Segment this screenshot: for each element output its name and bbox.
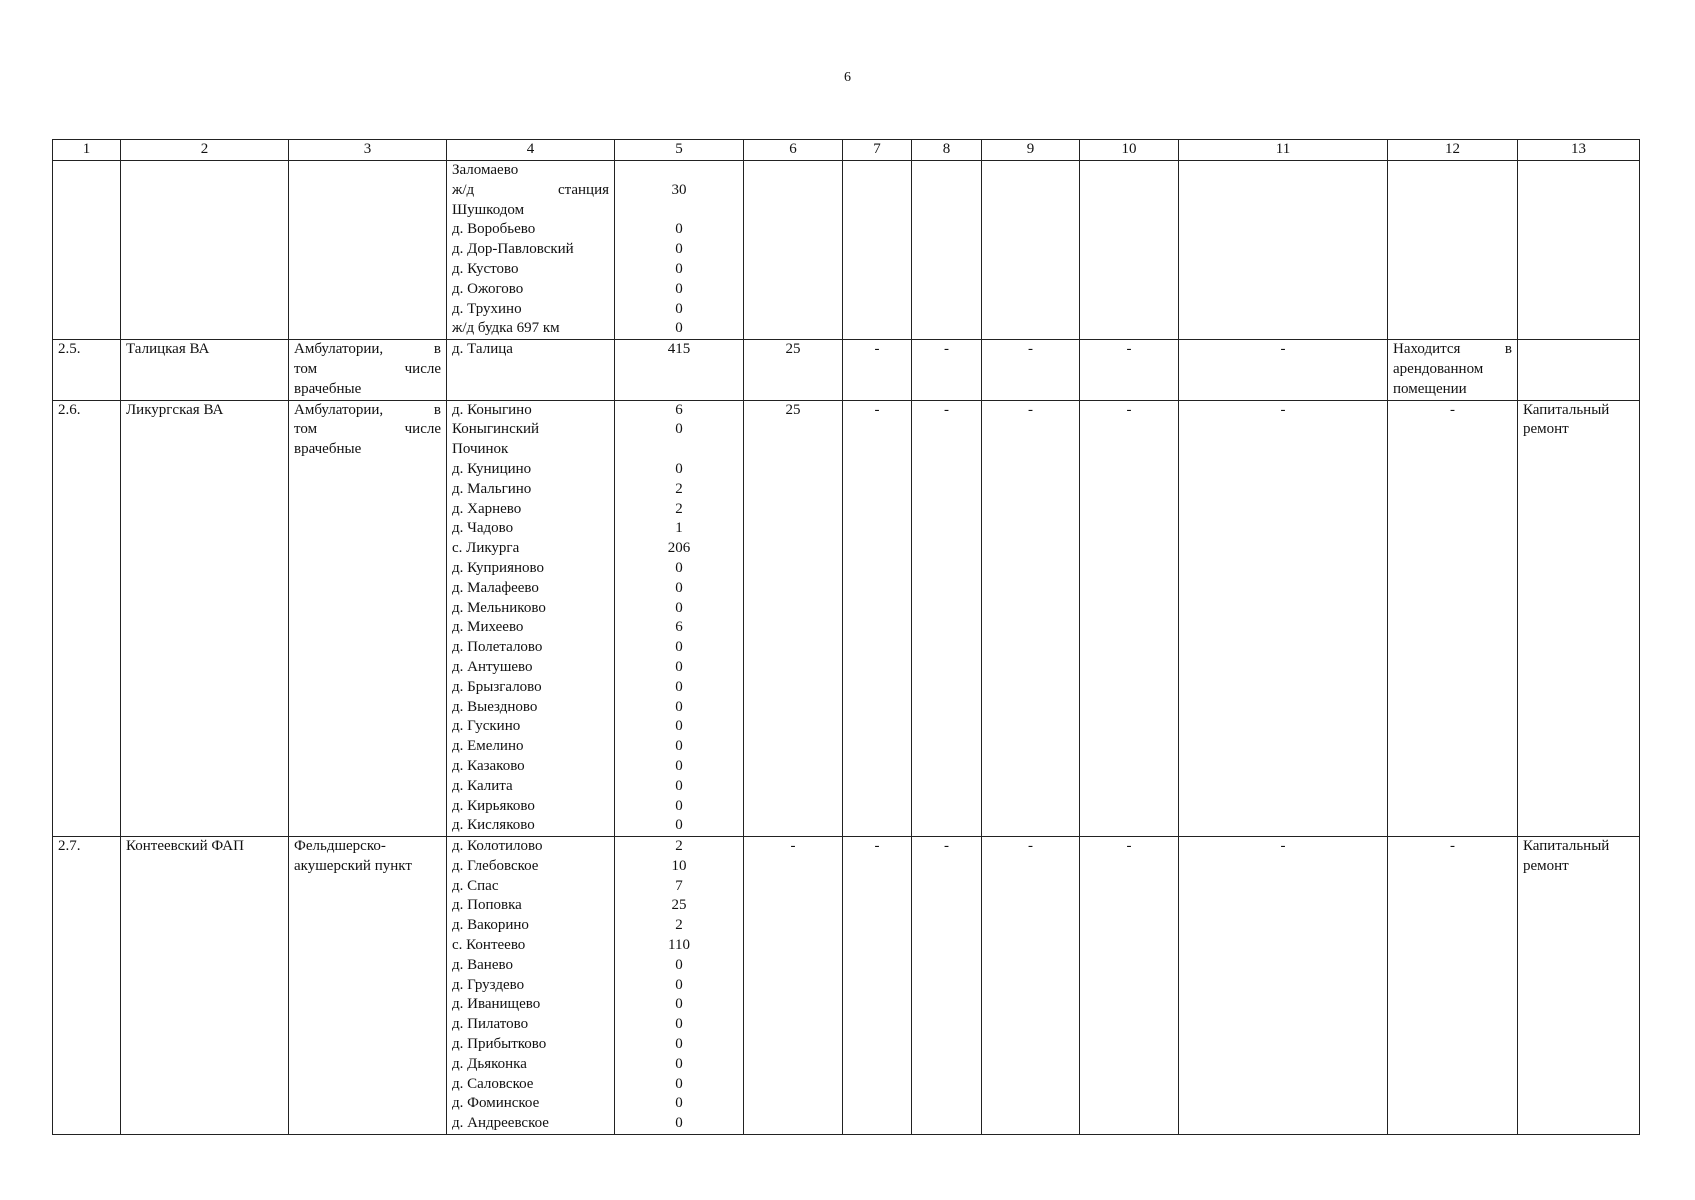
settlement-name: д. Груздево	[452, 976, 525, 993]
settlement-value: 0	[675, 976, 683, 993]
facilities-table	[52, 139, 1640, 1135]
column-header: 11	[1179, 140, 1388, 161]
settlement-name: д. Иванищево	[452, 996, 541, 1013]
settlement-name: д. Мельниково	[452, 599, 546, 616]
settlement-value: 0	[675, 300, 683, 317]
col-7: -	[843, 340, 912, 400]
settlement-value: 2	[675, 480, 683, 497]
settlement-value	[620, 201, 738, 221]
population-values	[615, 400, 744, 837]
settlement-value: 0	[675, 241, 683, 258]
population-values	[615, 340, 744, 400]
col-11	[1179, 161, 1388, 340]
settlement-value: 0	[675, 678, 683, 695]
settlement-value: 110	[668, 937, 690, 954]
population-values	[615, 837, 744, 1135]
row-number: 2.7.	[53, 837, 121, 1135]
col-7: -	[843, 837, 912, 1135]
settlement-value: 2	[675, 917, 683, 934]
settlement-value	[620, 440, 738, 460]
col-12: Находится в арендованном помещении	[1388, 340, 1518, 400]
row-number	[53, 161, 121, 340]
facility-name: Ликургская ВА	[121, 400, 289, 837]
population-values	[615, 161, 744, 340]
settlement-name: д. Глебовское	[452, 857, 539, 874]
settlement-value: 2	[675, 838, 683, 855]
settlements	[447, 161, 615, 340]
settlement-value: 0	[675, 280, 683, 297]
settlement-value: 7	[675, 877, 683, 894]
settlement-value: 0	[675, 221, 683, 238]
col-13	[1518, 161, 1640, 340]
settlement-value: 0	[675, 757, 683, 774]
settlement-value: 0	[675, 996, 683, 1013]
col-9: -	[982, 400, 1080, 837]
facility-type-line: Амбулатории, в	[294, 341, 441, 358]
settlement-value: 0	[675, 1115, 683, 1132]
settlement-name: с. Контеево	[452, 937, 526, 954]
settlement-name: Починок	[452, 441, 509, 458]
column-header: 12	[1388, 140, 1518, 161]
facility-type-line: том числе	[294, 360, 441, 377]
facility-type-line: Амбулатории, в	[294, 401, 441, 418]
settlement-name: д. Пилатово	[452, 1016, 529, 1033]
settlement-value: 2	[675, 500, 683, 517]
header-row	[53, 140, 1640, 161]
settlement-name: ж/д станция	[452, 181, 609, 198]
table-row	[53, 340, 1640, 400]
column-header: 2	[121, 140, 289, 161]
settlement-name: д. Поповка	[452, 897, 522, 914]
facility-type	[289, 340, 447, 400]
settlement-name: д. Кирьяково	[452, 797, 535, 814]
settlement-value: 0	[675, 698, 683, 715]
settlement-value: 0	[675, 1075, 683, 1092]
settlement-value: 0	[675, 559, 683, 576]
facility-type-line: акушерский пункт	[294, 857, 412, 874]
col-7	[843, 161, 912, 340]
settlement-value: 0	[675, 817, 683, 834]
settlement-name: д. Воробьево	[452, 221, 536, 238]
facility-type-line: врачебные	[294, 441, 362, 458]
col-8: -	[912, 340, 982, 400]
column-header: 6	[744, 140, 843, 161]
col-8: -	[912, 400, 982, 837]
settlement-name: д. Куницино	[452, 460, 532, 477]
settlement-name: д. Колотилово	[452, 838, 543, 855]
facility-type	[289, 400, 447, 837]
settlement-name: д. Ожогово	[452, 280, 524, 297]
settlement-value: 1	[675, 520, 683, 537]
col-13: Капитальный ремонт	[1518, 400, 1640, 837]
facility-type	[289, 837, 447, 1135]
settlement-name: д. Гускино	[452, 718, 521, 735]
settlements	[447, 837, 615, 1135]
settlement-name: д. Фоминское	[452, 1095, 540, 1112]
settlement-name: Заломаево	[452, 162, 519, 178]
settlement-name: д. Емелино	[452, 738, 524, 755]
settlement-name: д. Михеево	[452, 619, 524, 636]
settlement-name: д. Мальгино	[452, 480, 532, 497]
settlement-value: 0	[675, 718, 683, 735]
col-9: -	[982, 837, 1080, 1135]
settlement-name: д. Полеталово	[452, 639, 543, 656]
settlement-name: д. Брызгалово	[452, 678, 542, 695]
col-6: 25	[744, 400, 843, 837]
column-header: 13	[1518, 140, 1640, 161]
table-row	[53, 400, 1640, 837]
settlement-name: д. Дьяконка	[452, 1055, 527, 1072]
facility-type-line: врачебные	[294, 380, 362, 397]
settlement-name: д. Харнево	[452, 500, 522, 517]
col-8: -	[912, 837, 982, 1135]
facility-type	[289, 161, 447, 340]
col-12: -	[1388, 837, 1518, 1135]
settlement-value: 0	[675, 460, 683, 477]
settlement-value: 0	[675, 639, 683, 656]
col-10: -	[1080, 340, 1179, 400]
settlement-value: 0	[675, 738, 683, 755]
settlement-value: 0	[675, 777, 683, 794]
col-10: -	[1080, 837, 1179, 1135]
settlement-name: ж/д будка 697 км	[452, 320, 560, 337]
column-header: 8	[912, 140, 982, 161]
col-10: -	[1080, 400, 1179, 837]
column-header: 3	[289, 140, 447, 161]
settlement-value: 0	[675, 797, 683, 814]
settlement-name: д. Андреевское	[452, 1115, 549, 1132]
row-number: 2.6.	[53, 400, 121, 837]
settlement-name: д. Калита	[452, 777, 513, 794]
col-12	[1388, 161, 1518, 340]
settlement-value: 10	[671, 857, 687, 874]
column-header: 4	[447, 140, 615, 161]
col-6: 25	[744, 340, 843, 400]
settlement-name: д. Коныгино	[452, 401, 532, 418]
settlement-value: 0	[675, 599, 683, 616]
settlement-value: 30	[671, 181, 687, 198]
col-13: Капитальный ремонт	[1518, 837, 1640, 1135]
settlement-name: д. Казаково	[452, 757, 525, 774]
settlement-value: 6	[675, 619, 683, 636]
settlement-value: 206	[667, 540, 691, 557]
settlement-name: д. Кустово	[452, 260, 519, 277]
settlements	[447, 400, 615, 837]
settlement-value: 0	[675, 260, 683, 277]
settlement-value: 6	[675, 401, 683, 418]
facility-type-line: Фельдшерско-	[294, 838, 386, 855]
col-6	[744, 161, 843, 340]
col-9: -	[982, 340, 1080, 400]
settlement-name: д. Антушево	[452, 658, 533, 675]
settlement-name: д. Трухино	[452, 300, 522, 317]
settlement-value	[620, 161, 738, 181]
settlement-value: 0	[675, 1016, 683, 1033]
settlement-value: 0	[675, 1036, 683, 1053]
column-header: 5	[615, 140, 744, 161]
settlement-name: д. Саловское	[452, 1075, 534, 1092]
settlement-value: 0	[675, 1095, 683, 1112]
settlement-value: 0	[675, 421, 683, 438]
col-13	[1518, 340, 1640, 400]
settlement-value: 0	[675, 579, 683, 596]
col-12: -	[1388, 400, 1518, 837]
column-header: 7	[843, 140, 912, 161]
col-11: -	[1179, 400, 1388, 837]
settlement-name: д. Кисляково	[452, 817, 535, 834]
facility-name: Талицкая ВА	[121, 340, 289, 400]
settlement-name: д. Прибытково	[452, 1036, 547, 1053]
settlement-name: д. Вакорино	[452, 917, 529, 934]
settlement-name: Коныгинский	[452, 421, 540, 438]
table-row	[53, 837, 1640, 1135]
settlement-name: д. Куприяново	[452, 559, 544, 576]
settlement-value: 0	[675, 320, 683, 337]
col-6: -	[744, 837, 843, 1135]
column-header: 9	[982, 140, 1080, 161]
settlement-name: д. Дор-Павловский	[452, 241, 574, 258]
settlement-name: с. Ликурга	[452, 540, 520, 557]
col-7: -	[843, 400, 912, 837]
facility-type-line: том числе	[294, 421, 441, 438]
col-9	[982, 161, 1080, 340]
settlement-name: д. Малафеево	[452, 579, 539, 596]
settlement-name: д. Чадово	[452, 520, 514, 537]
column-header: 1	[53, 140, 121, 161]
settlement-name: д. Выездново	[452, 698, 538, 715]
settlement-value: 0	[675, 956, 683, 973]
col-8	[912, 161, 982, 340]
facility-name	[121, 161, 289, 340]
settlement-value: 25	[671, 897, 687, 914]
settlement-name: д. Ванево	[452, 956, 513, 973]
col-10	[1080, 161, 1179, 340]
settlements	[447, 340, 615, 400]
col-11: -	[1179, 837, 1388, 1135]
page-number: 6	[844, 70, 851, 85]
settlement-name: д. Талица	[452, 341, 513, 358]
column-header: 10	[1080, 140, 1179, 161]
settlement-value: 0	[675, 1055, 683, 1072]
settlement-value: 415	[667, 341, 691, 358]
settlement-name: д. Спас	[452, 877, 499, 894]
settlement-name: Шушкодом	[452, 201, 525, 218]
col-11: -	[1179, 340, 1388, 400]
facility-name: Контеевский ФАП	[121, 837, 289, 1135]
table-row	[53, 161, 1640, 340]
row-number: 2.5.	[53, 340, 121, 400]
settlement-value: 0	[675, 658, 683, 675]
